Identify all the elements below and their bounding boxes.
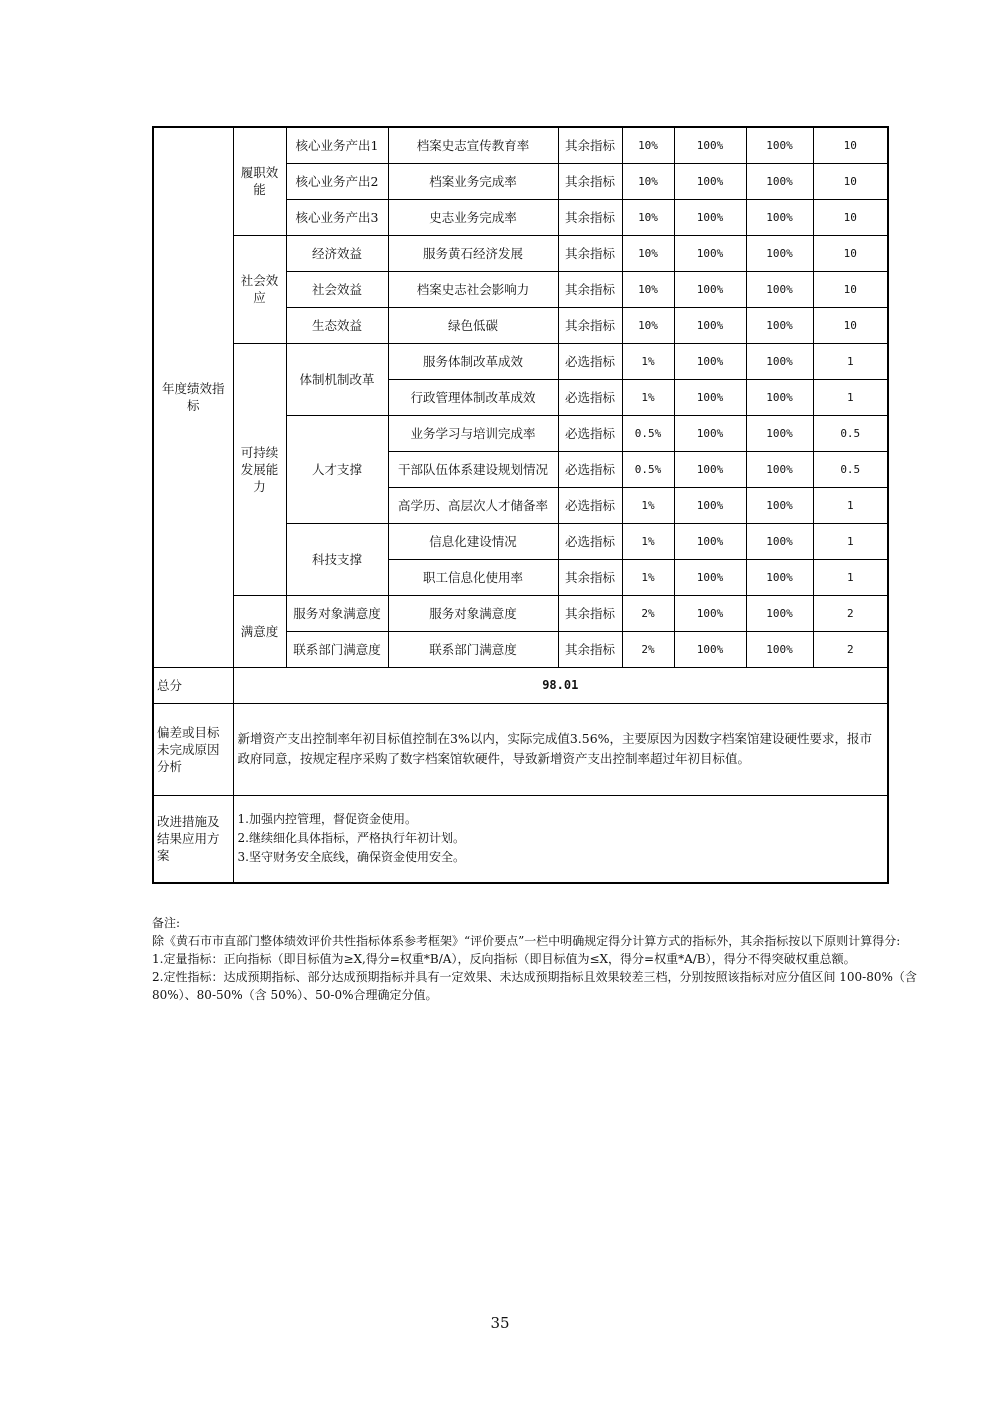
table-row [153, 127, 888, 163]
category-cell: 年度绩效指标 [153, 127, 233, 667]
subgroup-cell-tizhi: 体制机制改革 [286, 343, 388, 415]
actual-cell: 100% [746, 487, 813, 523]
group-cell-shehui: 社会效应 [233, 235, 286, 343]
weight-cell: 2% [622, 631, 674, 667]
indicator-type-cell: 必选指标 [558, 379, 622, 415]
subcategory-cell: 核心业务产出2 [286, 163, 388, 199]
actual-cell: 100% [746, 235, 813, 271]
subcategory-cell: 核心业务产出1 [286, 127, 388, 163]
improvement-item: 1.加强内控管理，督促资金使用。 [237, 812, 417, 827]
improvement-item: 2.继续细化具体指标，严格执行年初计划。 [237, 831, 465, 846]
target-cell: 100% [674, 415, 746, 451]
improvement-row [153, 795, 888, 883]
deviation-text: 新增资产支出控制率年初目标值控制在3%以内，实际完成值3.56%，主要原因为因数字档案馆建设硬性要求，报市政府同意，按规定程序采购了数字档案馆软硬件，导致新增资产支出控制率超过年初目标值。 [233, 703, 888, 795]
indicator-type-cell: 必选指标 [558, 415, 622, 451]
indicator-name-cell: 服务体制改革成效 [388, 343, 558, 379]
target-cell: 100% [674, 127, 746, 163]
target-cell: 100% [674, 487, 746, 523]
table-row [153, 235, 888, 271]
indicator-name-cell: 行政管理体制改革成效 [388, 379, 558, 415]
weight-cell: 10% [622, 271, 674, 307]
weight-cell: 10% [622, 163, 674, 199]
weight-cell: 10% [622, 235, 674, 271]
score-cell: 1 [813, 487, 888, 523]
subcategory-cell: 社会效益 [286, 271, 388, 307]
indicator-name-cell: 联系部门满意度 [388, 631, 558, 667]
actual-cell: 100% [746, 415, 813, 451]
indicator-type-cell: 其余指标 [558, 595, 622, 631]
indicator-type-cell: 其余指标 [558, 631, 622, 667]
score-cell: 2 [813, 631, 888, 667]
score-cell: 1 [813, 379, 888, 415]
notes-line: 80%）、80-50%（含 50%）、50-0%合理确定分值。 [152, 988, 438, 1002]
indicator-type-cell: 必选指标 [558, 343, 622, 379]
indicator-name-cell: 档案史志社会影响力 [388, 271, 558, 307]
indicator-type-cell: 其余指标 [558, 559, 622, 595]
weight-cell: 0.5% [622, 451, 674, 487]
weight-cell: 2% [622, 595, 674, 631]
weight-cell: 10% [622, 127, 674, 163]
indicator-name-cell: 服务对象满意度 [388, 595, 558, 631]
deviation-label: 偏差或目标未完成原因分析 [153, 703, 233, 795]
weight-cell: 1% [622, 343, 674, 379]
notes-section [152, 914, 917, 1004]
weight-cell: 1% [622, 523, 674, 559]
indicator-type-cell: 其余指标 [558, 271, 622, 307]
score-cell: 10 [813, 163, 888, 199]
indicator-name-cell: 史志业务完成率 [388, 199, 558, 235]
indicator-name-cell: 服务黄石经济发展 [388, 235, 558, 271]
target-cell: 100% [674, 559, 746, 595]
total-label: 总分 [153, 667, 233, 703]
subcategory-cell: 生态效益 [286, 307, 388, 343]
target-cell: 100% [674, 523, 746, 559]
indicator-name-cell: 信息化建设情况 [388, 523, 558, 559]
score-cell: 0.5 [813, 451, 888, 487]
actual-cell: 100% [746, 523, 813, 559]
target-cell: 100% [674, 163, 746, 199]
indicator-type-cell: 必选指标 [558, 523, 622, 559]
indicator-name-cell: 高学历、高层次人才储备率 [388, 487, 558, 523]
actual-cell: 100% [746, 127, 813, 163]
subcategory-cell: 经济效益 [286, 235, 388, 271]
score-cell: 1 [813, 523, 888, 559]
weight-cell: 1% [622, 487, 674, 523]
score-cell: 2 [813, 595, 888, 631]
actual-cell: 100% [746, 559, 813, 595]
weight-cell: 10% [622, 199, 674, 235]
subgroup-cell-rencai: 人才支撑 [286, 415, 388, 523]
weight-cell: 1% [622, 559, 674, 595]
improvement-list [233, 795, 888, 883]
target-cell: 100% [674, 199, 746, 235]
subgroup-cell-keji: 科技支撑 [286, 523, 388, 595]
indicator-name-cell: 业务学习与培训完成率 [388, 415, 558, 451]
page-number: 35 [490, 1314, 510, 1332]
target-cell: 100% [674, 379, 746, 415]
actual-cell: 100% [746, 163, 813, 199]
target-cell: 100% [674, 235, 746, 271]
indicator-type-cell: 必选指标 [558, 487, 622, 523]
notes-heading: 备注: [152, 916, 181, 930]
table-row [153, 595, 888, 631]
score-cell: 10 [813, 127, 888, 163]
score-cell: 10 [813, 235, 888, 271]
deviation-row [153, 703, 888, 795]
indicator-name-cell: 职工信息化使用率 [388, 559, 558, 595]
total-row [153, 667, 888, 703]
performance-table [152, 126, 889, 884]
score-cell: 10 [813, 271, 888, 307]
indicator-type-cell: 其余指标 [558, 199, 622, 235]
subcategory-cell: 联系部门满意度 [286, 631, 388, 667]
table-row [153, 343, 888, 379]
score-cell: 1 [813, 343, 888, 379]
notes-line: 2.定性指标：达成预期指标、部分达成预期指标并具有一定效果、未达成预期指标且效果较差三档，分别按照该指标对应分值区间 100-80%（含 [152, 970, 917, 984]
indicator-type-cell: 其余指标 [558, 307, 622, 343]
indicator-name-cell: 绿色低碳 [388, 307, 558, 343]
subcategory-cell: 服务对象满意度 [286, 595, 388, 631]
actual-cell: 100% [746, 307, 813, 343]
actual-cell: 100% [746, 271, 813, 307]
indicator-name-cell: 干部队伍体系建设规划情况 [388, 451, 558, 487]
actual-cell: 100% [746, 379, 813, 415]
weight-cell: 10% [622, 307, 674, 343]
actual-cell: 100% [746, 631, 813, 667]
target-cell: 100% [674, 343, 746, 379]
indicator-type-cell: 必选指标 [558, 451, 622, 487]
improvement-item: 3.坚守财务安全底线，确保资金使用安全。 [237, 850, 465, 865]
actual-cell: 100% [746, 199, 813, 235]
indicator-type-cell: 其余指标 [558, 235, 622, 271]
subcategory-cell: 核心业务产出3 [286, 199, 388, 235]
notes-line: 除《黄石市市直部门整体绩效评价共性指标体系参考框架》“评价要点”一栏中明确规定得分计算方式的指标外，其余指标按以下原则计算得分: [152, 934, 901, 948]
weight-cell: 0.5% [622, 415, 674, 451]
target-cell: 100% [674, 451, 746, 487]
actual-cell: 100% [746, 343, 813, 379]
score-cell: 1 [813, 559, 888, 595]
score-cell: 10 [813, 199, 888, 235]
score-cell: 0.5 [813, 415, 888, 451]
indicator-type-cell: 其余指标 [558, 127, 622, 163]
indicator-name-cell: 档案业务完成率 [388, 163, 558, 199]
indicator-type-cell: 其余指标 [558, 163, 622, 199]
target-cell: 100% [674, 271, 746, 307]
score-cell: 10 [813, 307, 888, 343]
actual-cell: 100% [746, 451, 813, 487]
improvement-label: 改进措施及结果应用方案 [153, 795, 233, 883]
target-cell: 100% [674, 307, 746, 343]
target-cell: 100% [674, 595, 746, 631]
weight-cell: 1% [622, 379, 674, 415]
actual-cell: 100% [746, 595, 813, 631]
target-cell: 100% [674, 631, 746, 667]
indicator-name-cell: 档案史志宣传教育率 [388, 127, 558, 163]
total-score-value: 98.01 [233, 667, 888, 703]
notes-line: 1.定量指标：正向指标（即目标值为≥X,得分=权重*B/A），反向指标（即目标值为≤X，得分=权重*A/B），得分不得突破权重总额。 [152, 952, 856, 966]
group-cell-manyi: 满意度 [233, 595, 286, 667]
group-cell-kechixu: 可持续发展能力 [233, 343, 286, 595]
group-cell-lvzhi: 履职效能 [233, 127, 286, 235]
